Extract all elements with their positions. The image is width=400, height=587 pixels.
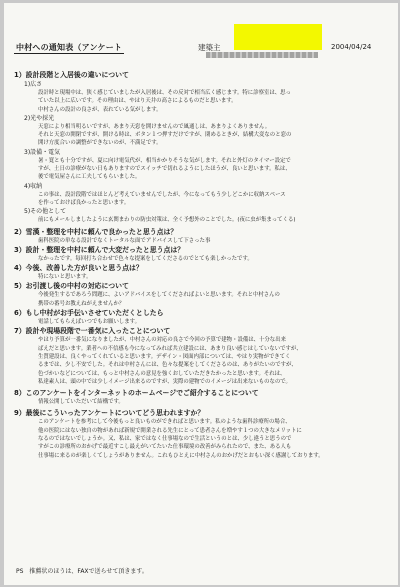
section-heading: 6）もし中村がお手伝いさせていただくとしたら <box>14 309 164 318</box>
answer-line: 生質建設は、良くやってくれていると思います。デザイン・図面内部については、やはり実物ができてく <box>38 353 291 360</box>
answer-line: すがこの診療所のおかげで最近すこし最えがいてたいた仕事環境の改善がみられたので、また、ある人も <box>38 444 292 451</box>
answer-line: るまでは、少し不安でした。それは中村さんには、色々な提案をしてくださるのは、ありがたいのですが、 <box>38 362 297 369</box>
answer-line: 仕事場に来るのが楽しくてしょうがありません。これもひとえに中村さんのおかげだとおもい深く感謝しております。 <box>38 452 324 459</box>
subsection-heading: 2)光や採光 <box>24 114 55 122</box>
answer-line: 前にもメールしましたように玄関まわりの防虫対策は、全く予想外のことでした。(夜に虫が集まってくる) <box>38 217 296 224</box>
section-heading: 9）最後にこういったアンケートについてどう思われますか？ <box>14 409 205 418</box>
answer-line: この事は、設計段階ではほとんど考えていませんでしたが、今になってもう少しどこかに収納スペース <box>38 191 286 198</box>
answer-line: 他の医院にはない独自の物があれば新規で開業される先生にとって患者さんを増やす１つの大きなメリットに <box>38 427 302 434</box>
answer-line: ていた以上に広いです。その理由は、やはり天井の高さによるものだと思います。 <box>38 98 237 105</box>
question-section <box>14 388 386 406</box>
section-heading: 5）お引渡し後の中村の対応について <box>14 282 129 291</box>
answer-line: 中村さんの設計の良さが、表れている気がします。 <box>38 106 162 113</box>
redaction-highlight <box>234 24 322 50</box>
answer-line: 情報公開していただいて結構です。 <box>38 399 124 406</box>
redacted-name <box>206 52 318 58</box>
question-section <box>14 408 386 459</box>
question-section <box>14 263 386 281</box>
subsection-heading: 3)設備・電気 <box>24 148 61 156</box>
subsection-heading: 4)収納 <box>24 182 43 190</box>
answer-line: このアンケートを参考にして今後もっと良いものができればと思います。私のような歯科診療所の場合、 <box>38 419 291 426</box>
answer-line: やはり予算が一番気になりましたが、中村さんの対応の良さで今回の予算で建物・設備は、十分な出来 <box>38 337 286 344</box>
answer-line: 歯科医院の単なる設計でなくトータルな面でアドバイスして下さった事 <box>38 237 211 244</box>
builder-label: 建築主 <box>198 43 221 52</box>
section-heading: 1）設計段階と入居後の違いについて <box>14 71 129 79</box>
answer-line: 色づかいなどについては、もっと中村さんの意見を強くおしていただきたかったと思います。それは、 <box>38 370 286 377</box>
answer-line: なかったです。毎回打ち合わせで色々な提案をしてくださるのでとても楽しかったです。 <box>38 255 253 262</box>
answer-line: 私達素人は、頭の中では少しイメージ出来るのですが、実際の建物でのイメージは出来ないものなので。 <box>38 378 291 385</box>
answer-line: 天窓により相当明るいですが、あまり天窓を開けませんので風通しは、あまりよくありません。 <box>38 123 271 130</box>
question-section <box>14 70 386 225</box>
answer-line: 携帯の番号お教えねがえませんか？ <box>38 300 125 307</box>
answer-line: それと天窓の開閉ですが、開ける時は、ボタン１つ押すだけですが、閉めるときが、結構大変なのと窓の <box>38 132 292 139</box>
section-heading: 3）設計・整理を中村に頼んで大変だったと思う点は？ <box>14 245 185 254</box>
question-section <box>14 308 386 326</box>
document-title: 中村への通知表（アンケート <box>16 43 123 52</box>
answer-line: 後で電気屋さんに工夫してもらいました。 <box>38 174 141 181</box>
document-date: 2004/04/24 <box>331 43 372 51</box>
answer-line: 特にないと思います。 <box>38 274 92 281</box>
question-section <box>14 227 386 245</box>
answer-line: 今後発生するであろう問題に、よいアドバイスをしてくださればよいと思います。それと中村さんの <box>38 292 280 299</box>
answer-line: 開け方度合いの調整ができないのが、不満足です。 <box>38 140 162 147</box>
section-heading: 2）雪漢・整理を中村に頼んで良かったと思う点は？ <box>14 227 178 236</box>
answer-line: を作っておけば良かったと思います。 <box>38 199 130 206</box>
answer-line: 暑・寛とも十分ですが、夏に向け電気代が、相当かかりそうな気がします。それと外灯のタイマー設定で <box>38 157 291 164</box>
answer-line: 電話してもらえばいつでもお願いします。 <box>38 319 140 326</box>
subsection-heading: 5)その他として <box>24 208 67 216</box>
subsection-heading: 1)広さ <box>24 81 43 88</box>
answer-line: 設計時と現場中は、狭く感じていましたが入居後は、その反対で相当広く感じます。特に診察室は、思っ <box>38 90 291 96</box>
question-section <box>14 326 386 386</box>
question-section <box>14 281 386 308</box>
answer-line: すが、土日の診療がない日もありますのでスイッチで切れるようにしたほうが、良いと思います。私は、 <box>38 166 291 173</box>
answer-line: なるのではないでしょうか。又、私は、家ではなく仕事場なので生活というのとは、少し違うと思うので <box>38 436 292 443</box>
section-heading: 7）設計や現場段階で一番気に入ったことについて <box>14 327 171 336</box>
answer-line: ばえだと思います。業者への不信感も今になってみれば共立建設には、あまり良い感じはしていないですが、 <box>38 345 302 352</box>
section-heading: 8）このアンケートをインターネットのホームページでご紹介することについて <box>14 389 259 398</box>
section-heading: 4）今後、改善した方が良いと思う点は？ <box>14 264 143 273</box>
question-section <box>14 245 386 263</box>
questionnaire-body <box>14 70 386 460</box>
postscript-note: PS 推薦状のほうは、FAXで送らせて頂きます。 <box>16 568 148 575</box>
